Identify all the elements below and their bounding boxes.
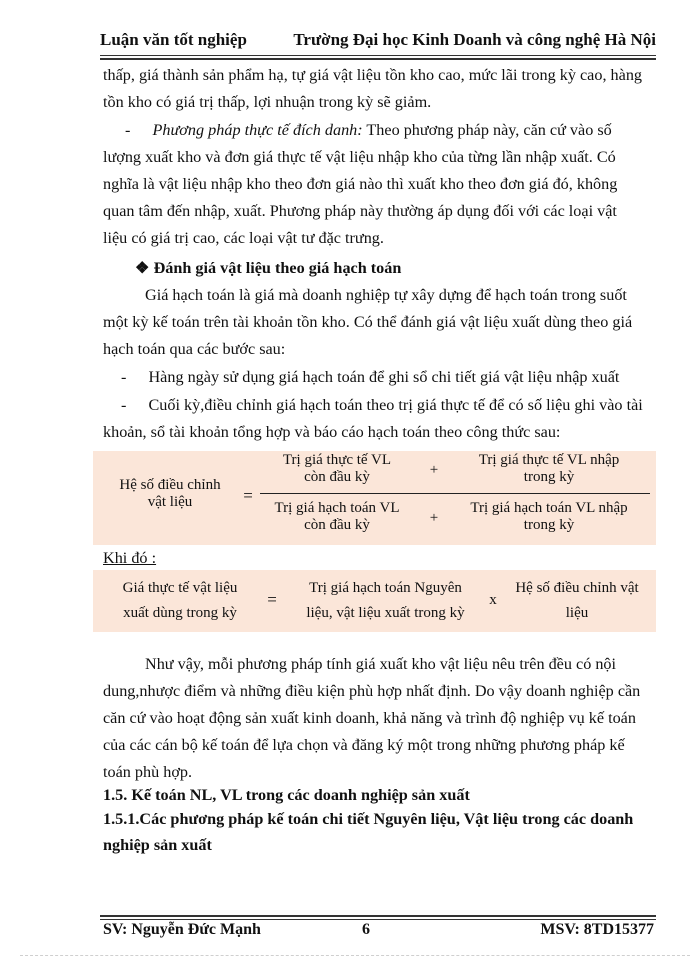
paragraph-line: dung,nhược điểm và những điều kiện phù hợp nhất định. Do vậy doanh nghiệp cần	[103, 682, 641, 700]
header-rule	[100, 55, 656, 56]
method-name: Phương pháp thực tế đích danh:	[152, 121, 363, 139]
dash-bullet: -	[121, 368, 127, 386]
paragraph-line	[125, 121, 612, 140]
formula-lhs-line: Hệ số điều chỉnh	[119, 477, 221, 493]
paragraph-line: căn cứ vào hoạt động sản xuất kinh doanh, khả năng và trình độ nghiệp vụ kế toán	[103, 709, 636, 727]
equals-sign: =	[243, 486, 253, 505]
paragraph-line: nghĩa là vật liệu nhập kho theo đơn giá nào thì xuất kho theo đơn giá đó, không	[103, 175, 618, 193]
footer-rule	[100, 919, 656, 920]
paragraph-text: Theo phương pháp này, căn cứ vào số	[362, 121, 612, 139]
numerator-term-incoming	[458, 452, 640, 486]
multiply-sign: x	[489, 592, 497, 608]
formula-term-line: liệu, vật liệu xuất trong kỳ	[306, 605, 465, 621]
footer-student-name: SV: Nguyễn Đức Mạnh	[103, 921, 261, 938]
formula-term-line: Trị giá thực tế VL	[282, 452, 392, 468]
fraction-bar	[260, 493, 650, 494]
formula-term-line: liệu	[565, 605, 589, 621]
diamond-bullet-icon: ❖	[135, 259, 150, 277]
formula-term-line: còn đầu kỳ	[304, 517, 370, 533]
paragraph-line: lượng xuất kho và đơn giá thực tế vật liệu nhập kho của từng lần nhập xuất. Có	[103, 148, 616, 166]
paragraph-line: toán phù hợp.	[103, 763, 193, 781]
khi-do-label: Khi đó :	[103, 549, 157, 567]
paragraph-line: Như vậy, mỗi phương pháp tính giá xuất kho vật liệu nêu trên đều có nội	[145, 655, 617, 673]
denominator-term-opening	[262, 500, 412, 534]
list-item-text: Cuối kỳ,điều chỉnh giá hạch toán theo trị giá thực tế để có số liệu ghi vào tài	[148, 396, 643, 414]
paragraph-line: một kỳ kế toán trên tài khoản tồn kho. Có thể đánh giá vật liệu xuất dùng theo giá	[103, 313, 633, 331]
plus-sign: +	[429, 510, 439, 526]
paragraph-line: của các cán bộ kế toán để lựa chọn và đăng ký một trong những phương pháp kế	[103, 736, 625, 754]
denominator-term-incoming	[454, 500, 644, 534]
formula-term-line: Hệ số điều chỉnh vật	[515, 580, 639, 596]
section-heading: 1.5. Kế toán NL, VL trong các doanh nghiệp sản xuất	[103, 786, 470, 804]
list-item	[121, 368, 619, 387]
formula-lhs	[100, 477, 240, 511]
formula-term-line: còn đầu kỳ	[304, 469, 370, 485]
numerator-term-opening	[262, 452, 412, 486]
formula-term-line: Trị giá hạch toán VL	[274, 500, 400, 516]
formula-term-line: trong kỳ	[523, 517, 575, 533]
formula2-term-actual-price	[100, 576, 260, 626]
page-number: 6	[362, 921, 370, 938]
equals-sign: =	[267, 590, 277, 609]
plus-sign: +	[429, 462, 439, 478]
formula-term-line: xuất dùng trong kỳ	[123, 605, 237, 621]
formula-term-line: Trị giá thực tế VL nhập	[478, 452, 620, 468]
dash-bullet: -	[121, 396, 127, 414]
header-thesis-label: Luận văn tốt nghiệp	[100, 30, 247, 49]
paragraph-line: thấp, giá thành sản phẩm hạ, tự giá vật liệu tồn kho cao, mức lãi trong kỳ cao, hàng	[103, 66, 643, 84]
paragraph-line: liệu có giá trị cao, các loại vật tư đặc trưng.	[103, 229, 384, 247]
header-rule-thick	[100, 58, 656, 60]
formula-term-line: Giá thực tế vật liệu	[122, 580, 238, 596]
subheading	[135, 258, 401, 278]
subsection-heading: nghiệp sản xuất	[103, 836, 212, 854]
subheading-text: Đánh giá vật liệu theo giá hạch toán	[153, 259, 402, 277]
dash-bullet: -	[125, 121, 131, 139]
paragraph-line: hạch toán qua các bước sau:	[103, 340, 286, 358]
formula2-term-coefficient	[503, 576, 651, 626]
paragraph-line: quan tâm đến nhập, xuất. Phương pháp này thường áp dụng đối với các loại vật	[103, 202, 617, 220]
list-item	[121, 396, 643, 415]
paragraph-line: khoản, sổ tài khoản tổng hợp và báo cáo hạch toán theo công thức sau:	[103, 423, 561, 441]
footer-rule-thick	[100, 915, 656, 917]
page-bottom-separator	[20, 955, 690, 956]
formula-term-line: trong kỳ	[523, 469, 575, 485]
formula-term-line: Trị giá hạch toán Nguyên	[309, 580, 462, 596]
formula2-term-standard-price	[288, 576, 483, 626]
formula-lhs-line: vật liệu	[147, 494, 193, 510]
formula-term-line: Trị giá hạch toán VL nhập	[470, 500, 628, 516]
subsection-heading: 1.5.1.Các phương pháp kế toán chi tiết Nguyên liệu, Vật liệu trong các doanh	[103, 810, 634, 828]
list-item-text: Hàng ngày sử dụng giá hạch toán để ghi sổ chi tiết giá vật liệu nhập xuất	[148, 368, 620, 386]
paragraph-line: tồn kho có giá trị thấp, lợi nhuận trong kỳ sẽ giảm.	[103, 93, 432, 111]
header-university-name: Trường Đại học Kinh Doanh và công nghệ Hà Nội	[293, 30, 656, 49]
footer-student-id: MSV: 8TD15377	[540, 921, 654, 938]
paragraph-line: Giá hạch toán là giá mà doanh nghiệp tự xây dựng để hạch toán trong suốt	[145, 286, 627, 304]
